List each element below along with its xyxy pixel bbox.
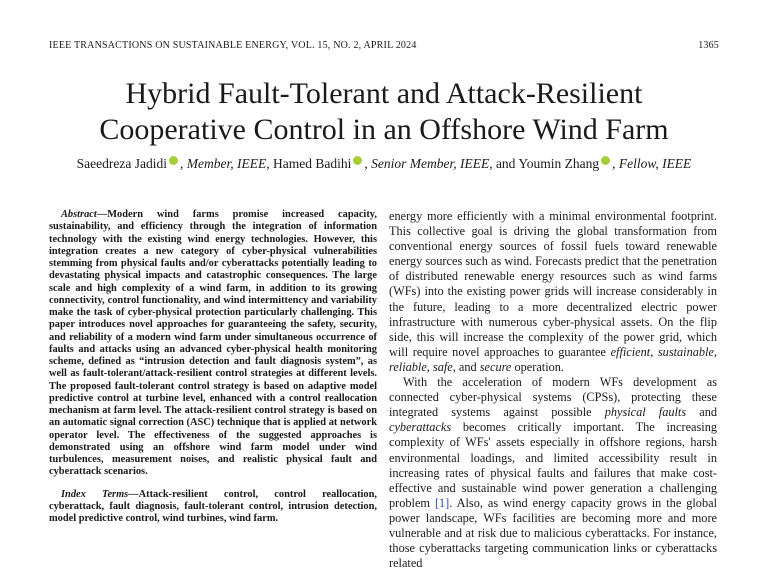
p1-efficient: efficient (610, 344, 651, 359)
page-number: 1365 (698, 40, 719, 51)
p2-text-c: . Also, as wind energy capacity grows in the global power landscape, WFs facilities are becoming more and more vulnerable and at risk due to malicious cyberattacks. For instance, those cyberattacks targeting communication links or cyberattacks related (389, 495, 717, 571)
index-terms-text: Attack-resilient control, control reallocation, cyberattack, fault diagnosis, fault-tolerant control, intrusion detection, model predictive control, wind turbines, wind farm. (49, 488, 377, 524)
p2-physical-faults: physical faults (604, 405, 687, 420)
paper-title (0, 76, 768, 148)
author-3-name: Youmin Zhang (518, 156, 600, 171)
p1-text-a: energy more efficiently with a minimal environmental footprint. This collective goal is driving the global transformation from conventional energy sources of fossil fuels toward renewable energy sources such as wind. Forecasts predict that the penetration of distributed renewable energy resources such as wind farms (WFs) into the existing power grids will increase considerably in the future, leading to a more decentralized electric power infrastructure with numerous cyber-physical assets. On the flip side, this will increase the complexity of the power grid, which will require novel approaches to guarantee (389, 209, 717, 359)
index-terms (49, 489, 377, 526)
abstract-label: Abstract— (61, 209, 108, 220)
author-list (0, 155, 768, 173)
p1-sustainable: sustainable (657, 344, 714, 359)
p1-safe: safe (432, 359, 453, 374)
title-line-2: Cooperative Control in an Offshore Wind Farm (99, 113, 669, 146)
citation-link[interactable]: [1] (434, 495, 450, 510)
abstract (49, 209, 377, 479)
author-1-role: Member, IEEE (186, 156, 267, 171)
author-2-sep: , (364, 156, 372, 171)
index-terms-label: Index Terms— (61, 488, 139, 500)
p2-cyberattacks: cyberattacks (389, 420, 452, 435)
title-line-1: Hybrid Fault-Tolerant and Attack-Resilient (125, 77, 643, 110)
p1-end: operation. (511, 359, 564, 374)
p2-text-a: With the acceleration of modern WFs development as connected cyber-physical systems (CPSs), protecting these integrated systems against possible (389, 375, 717, 420)
author-2-role: Senior Member, IEEE (371, 156, 490, 171)
orcid-icon[interactable] (169, 156, 178, 165)
right-column (389, 209, 718, 571)
left-column (49, 209, 377, 525)
p1-comma-1: , (650, 344, 658, 359)
author-1-sep-2: , (266, 156, 273, 171)
p1-and: , and (452, 359, 480, 374)
author-2-name: Hamed Badihi (272, 156, 352, 171)
author-conjunction: , and (489, 156, 519, 171)
author-1-name: Saeedreza Jadidi (76, 156, 167, 171)
orcid-icon[interactable] (601, 156, 610, 165)
author-3-role: Fellow, IEEE (618, 156, 692, 171)
body-paragraph-1 (389, 209, 717, 375)
p1-secure: secure (479, 359, 512, 374)
author-3-sep: , (612, 156, 619, 171)
p1-reliable: reliable (389, 359, 427, 374)
journal-name: IEEE TRANSACTIONS ON SUSTAINABLE ENERGY, VOL. 15, NO. 2, APRIL 2024 (49, 40, 417, 51)
abstract-text: Modern wind farms promise increased capacity, sustainability, and efficiency through the integration of information technology with the existing wind energy technologies. However, this integration creates a new category of cyber-physical vulnerabilities stemming from physical faults and/or cyberattacks potentially leading to devastating physical impacts and catastrophic consequences. The large scale and high complexity of a wind farm, in addition to its growing connectivity, control functionality, and wind intermittency and variability make the task of cyber-physical protection particularly challenging. This paper introduces novel approaches for guaranteeing the safety, security, and reliability of a modern wind farm under simultaneous occurrence of faults and attacks using an advanced cyber-physical health monitoring scheme, defined as “intrusion detection and fault diagnosis system”, as well as fault-tolerant/attack-resilient control strategies at different levels. The proposed fault-tolerant control strategy is based on adaptive model predictive control at turbine level, enhanced with a control reallocation mechanism at farm level. The attack-resilient control strategy is based on an automatic signal correction (ASC) technique that is applied at network operator level. The effectiveness of the suggested approaches is demonstrated using an offshore wind farm model under wind turbulences, measurement noises, and realistic physical fault and cyberattack scenarios. (49, 209, 377, 478)
p2-text-b: becomes critically important. The increasing complexity of WFs' assets especially in offshore regions, harsh environmental loadings, and limited accessibility result in increasing rates of physical faults and failures that make cost-effective and sustainable wind power generation a challenging problem (389, 420, 717, 510)
p1-comma-3: , (426, 359, 433, 374)
p1-comma-2: , (713, 344, 717, 359)
author-1-sep: , (180, 156, 187, 171)
body-paragraph-2 (389, 375, 717, 571)
p2-and: and (686, 405, 718, 420)
orcid-icon[interactable] (353, 156, 362, 165)
